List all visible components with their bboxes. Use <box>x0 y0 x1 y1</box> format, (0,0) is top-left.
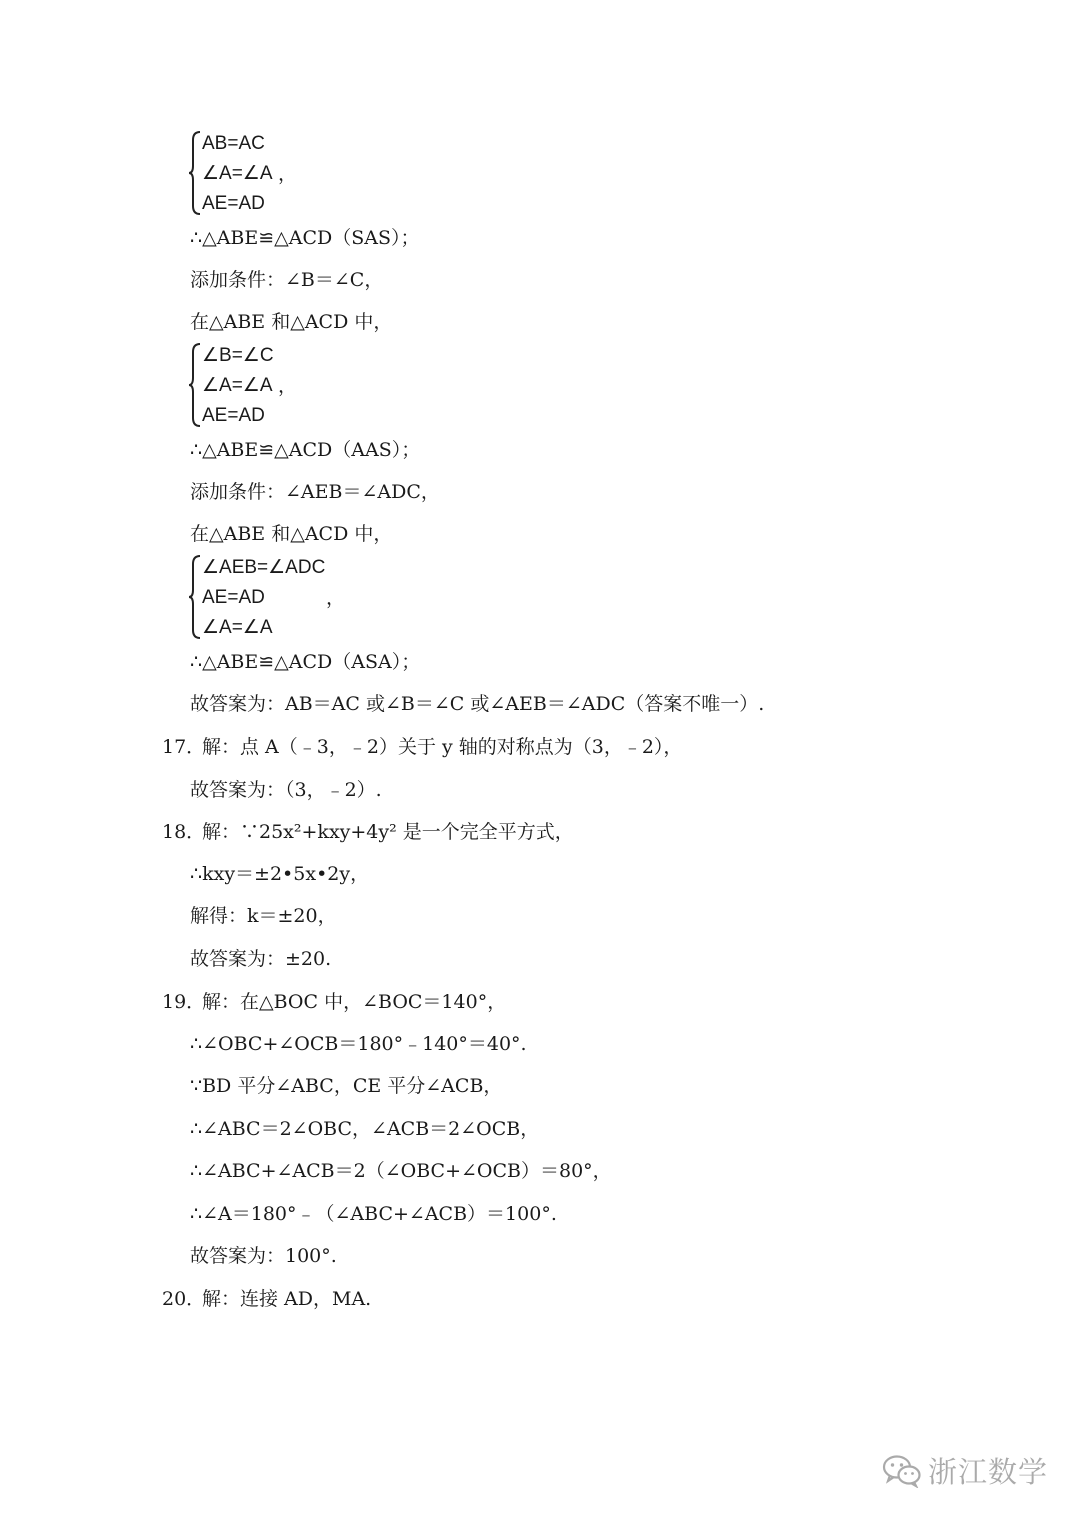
comma: ， <box>278 375 298 397</box>
q19-line-1: 解：在△BOC 中，∠BOC＝140°， <box>202 991 507 1013</box>
condition-row: AE=AD <box>202 405 265 426</box>
question-number-17: 17． <box>162 736 206 758</box>
q18-line-2: ∴kxy＝±2•5x•2y， <box>190 863 370 885</box>
watermark <box>882 1450 1048 1491</box>
text-line: 添加条件：∠AEB＝∠ADC， <box>190 481 440 503</box>
brace-icon <box>188 554 202 640</box>
watermark-text: 浙江数学 <box>927 1455 1048 1489</box>
wechat-icon <box>882 1454 922 1488</box>
comma: ， <box>326 587 346 609</box>
conclusion-line: ∴△ABE≌△ACD（SAS）； <box>190 227 420 249</box>
q19-line-4: ∴∠ABC＝2∠OBC，∠ACB＝2∠OCB， <box>190 1118 540 1140</box>
answer-line: 故答案为：AB＝AC 或∠B＝∠C 或∠AEB＝∠ADC（答案不唯一）. <box>190 693 765 715</box>
q19-line-3: ∵BD 平分∠ABC，CE 平分∠ACB， <box>190 1075 503 1097</box>
q17-line-1: 解：点 A（﹣3，﹣2）关于 y 轴的对称点为（3，﹣2）， <box>202 736 683 758</box>
condition-row: AB=AC <box>202 133 265 154</box>
text-line: 在△ABE 和△ACD 中， <box>190 523 393 545</box>
conclusion-line: ∴△ABE≌△ACD（AAS）； <box>190 439 421 461</box>
condition-row: ∠AEB=∠ADC <box>202 557 326 578</box>
q19-line-5: ∴∠ABC+∠ACB＝2（∠OBC+∠OCB）＝80°， <box>190 1160 612 1182</box>
condition-row: AE=AD <box>202 587 265 608</box>
q20-line-1: 解：连接 AD，MA. <box>202 1288 372 1310</box>
text-line: 在△ABE 和△ACD 中， <box>190 311 393 333</box>
q19-answer: 故答案为：100°. <box>190 1245 337 1267</box>
condition-row: ∠A=∠A <box>202 375 273 396</box>
question-number-20: 20． <box>162 1288 206 1310</box>
text-line: 添加条件：∠B＝∠C， <box>190 269 384 291</box>
brace-icon <box>188 342 202 428</box>
condition-row: ∠B=∠C <box>202 345 274 366</box>
q19-line-2: ∴∠OBC+∠OCB＝180°﹣140°＝40°. <box>190 1033 527 1055</box>
condition-row: ∠A=∠A <box>202 163 273 184</box>
condition-row: ∠A=∠A <box>202 617 273 638</box>
brace-icon <box>188 130 202 216</box>
q19-line-6: ∴∠A＝180°﹣（∠ABC+∠ACB）＝100°. <box>190 1203 557 1225</box>
q18-answer: 故答案为：±20. <box>190 948 332 970</box>
question-number-19: 19． <box>162 991 206 1013</box>
q17-answer: 故答案为：（3，﹣2）. <box>190 779 382 801</box>
condition-row: AE=AD <box>202 193 265 214</box>
comma: ， <box>278 163 298 185</box>
q18-line-3: 解得：k＝±20， <box>190 905 337 927</box>
q18-line-1: 解：∵25x²+kxy+4y² 是一个完全平方式， <box>202 821 574 843</box>
question-number-18: 18． <box>162 821 206 843</box>
conclusion-line: ∴△ABE≌△ACD（ASA）； <box>190 651 421 673</box>
